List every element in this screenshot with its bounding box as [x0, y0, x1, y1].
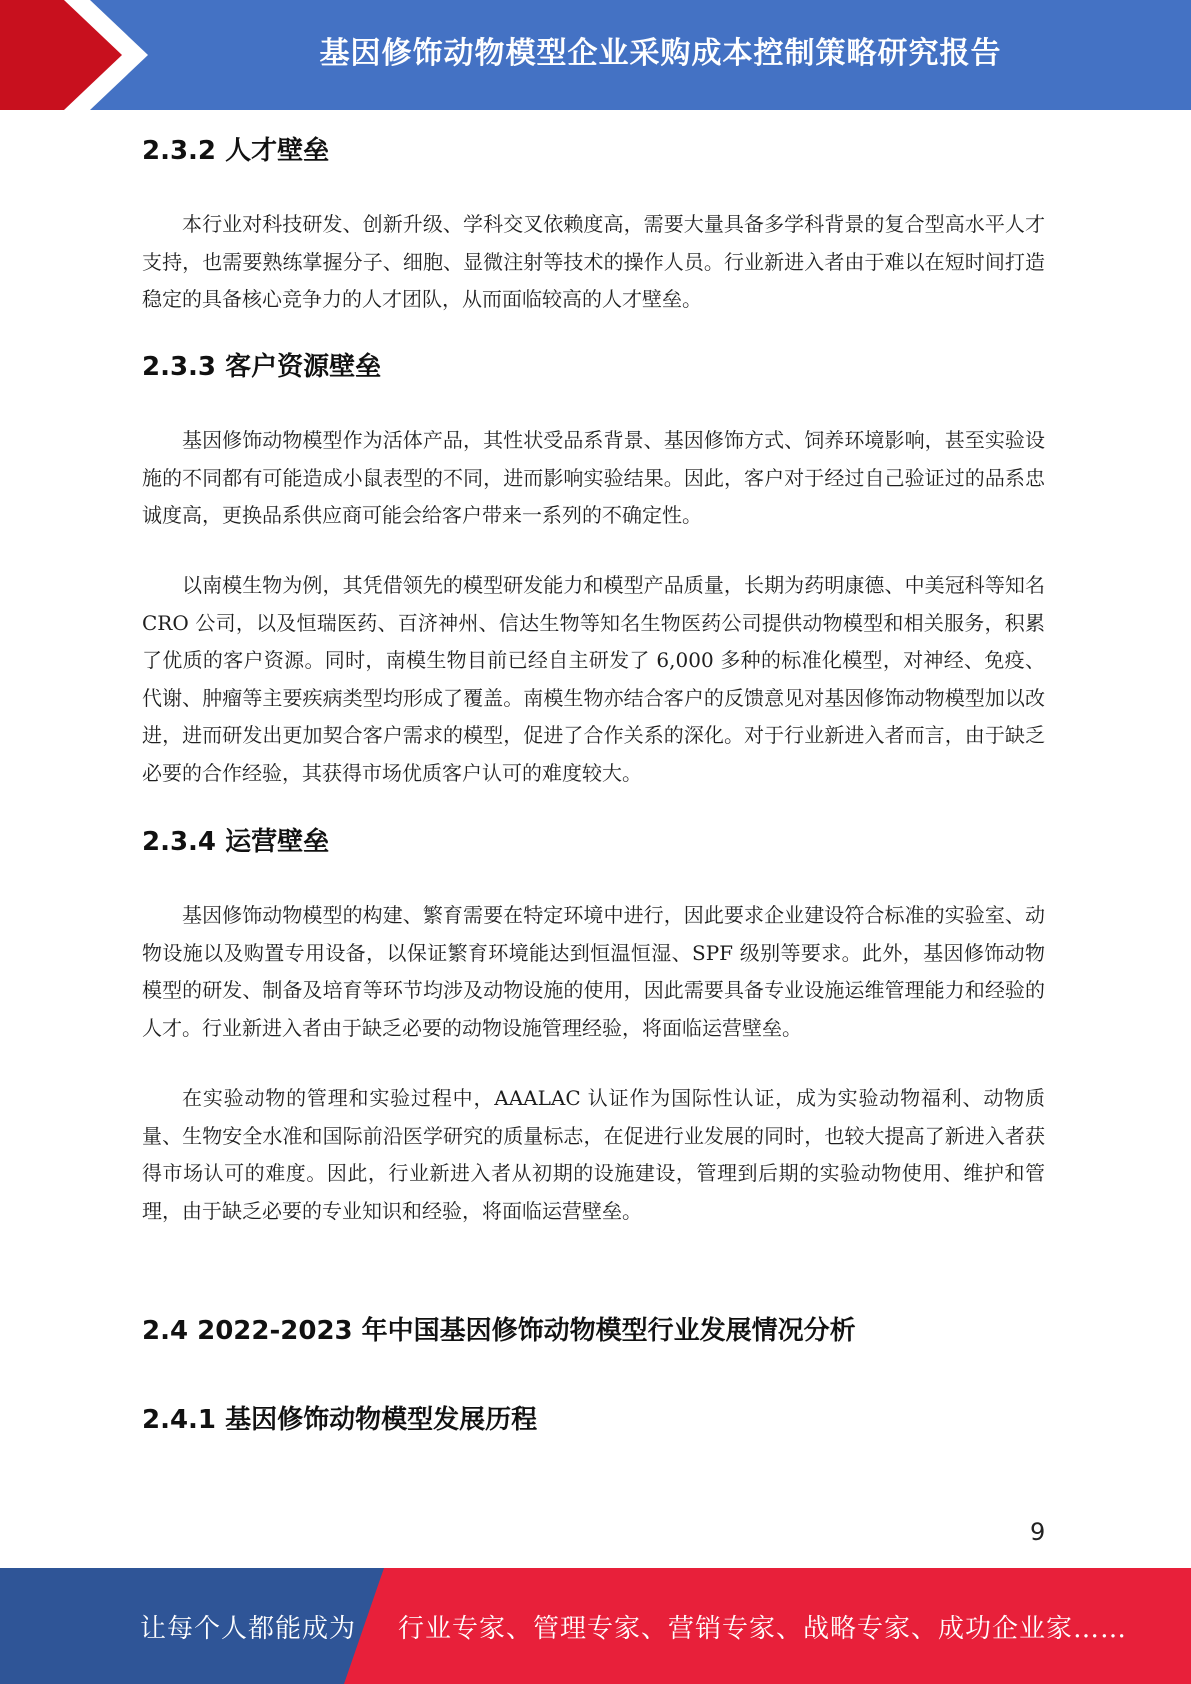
footer-slogan-left: 让每个人都能成为: [140, 1613, 357, 1644]
heading-2-3-2: 2.3.2 人才壁垒: [142, 136, 330, 166]
report-title: 基因修饰动物模型企业采购成本控制策略研究报告: [319, 36, 1002, 71]
paragraph: 本行业对科技研发、创新升级、学科交叉依赖度高，需要大量具备多学科背景的复合型高水平人才支持，也需要熟练掌握分子、细胞、显微注射等技术的操作人员。行业新进入者由于难以在短时间打造稳定的具备核心竞争力的人才团队，从而面临较高的人才壁垒。: [142, 212, 1045, 311]
heading-2-4: 2.4 2022-2023 年中国基因修饰动物模型行业发展情况分析: [142, 1316, 856, 1346]
paragraph: 基因修饰动物模型作为活体产品，其性状受品系背景、基因修饰方式、饲养环境影响，甚至实验设施的不同都有可能造成小鼠表型的不同，进而影响实验结果。因此，客户对于经过自己验证过的品系忠诚度高，更换品系供应商可能会给客户带来一系列的不确定性。: [142, 428, 1045, 527]
heading-2-3-3: 2.3.3 客户资源壁垒: [142, 352, 382, 382]
page-number: 9: [1030, 1518, 1046, 1546]
footer-banner: [0, 1568, 1191, 1684]
paragraph: 在实验动物的管理和实验过程中，AAALAC 认证作为国际性认证，成为实验动物福利、动物质量、生物安全水准和国际前沿医学研究的质量标志，在促进行业发展的同时，也较大提高了新进入者获得市场认可的难度。因此，行业新进入者从初期的设施建设，管理到后期的实验动物使用、维护和管理，由于缺乏必要的专业知识和经验，将面临运营壁垒。: [142, 1086, 1045, 1223]
paragraph: 基因修饰动物模型的构建、繁育需要在特定环境中进行，因此要求企业建设符合标准的实验室、动物设施以及购置专用设备，以保证繁育环境能达到恒温恒湿、SPF 级别等要求。此外，基因修饰动物模型的研发、制备及培育等环节均涉及动物设施的使用，因此需要具备专业设施运维管理能力和经验的人才。行业新进入者由于缺乏必要的动物设施管理经验，将面临运营壁垒。: [142, 903, 1045, 1040]
header-banner: [0, 0, 1191, 110]
heading-2-4-1: 2.4.1 基因修饰动物模型发展历程: [142, 1405, 538, 1435]
footer-slogan-right: 行业专家、管理专家、营销专家、战略专家、成功企业家……: [398, 1613, 1128, 1644]
heading-2-3-4: 2.3.4 运营壁垒: [142, 827, 330, 857]
paragraph: 以南模生物为例，其凭借领先的模型研发能力和模型产品质量，长期为药明康德、中美冠科等知名 CRO 公司，以及恒瑞医药、百济神州、信达生物等知名生物医药公司提供动物模型和相关服务，积累了优质的客户资源。同时，南模生物目前已经自主研发了 6,000 多种的标准化模型，对神经、免疫、代谢、肿瘤等主要疾病类型均形成了覆盖。南模生物亦结合客户的反馈意见对基因修饰动物模型加以改进，进而研发出更加契合客户需求的模型，促进了合作关系的深化。对于行业新进入者而言，由于缺乏必要的合作经验，其获得市场优质客户认可的难度较大。: [142, 573, 1045, 785]
